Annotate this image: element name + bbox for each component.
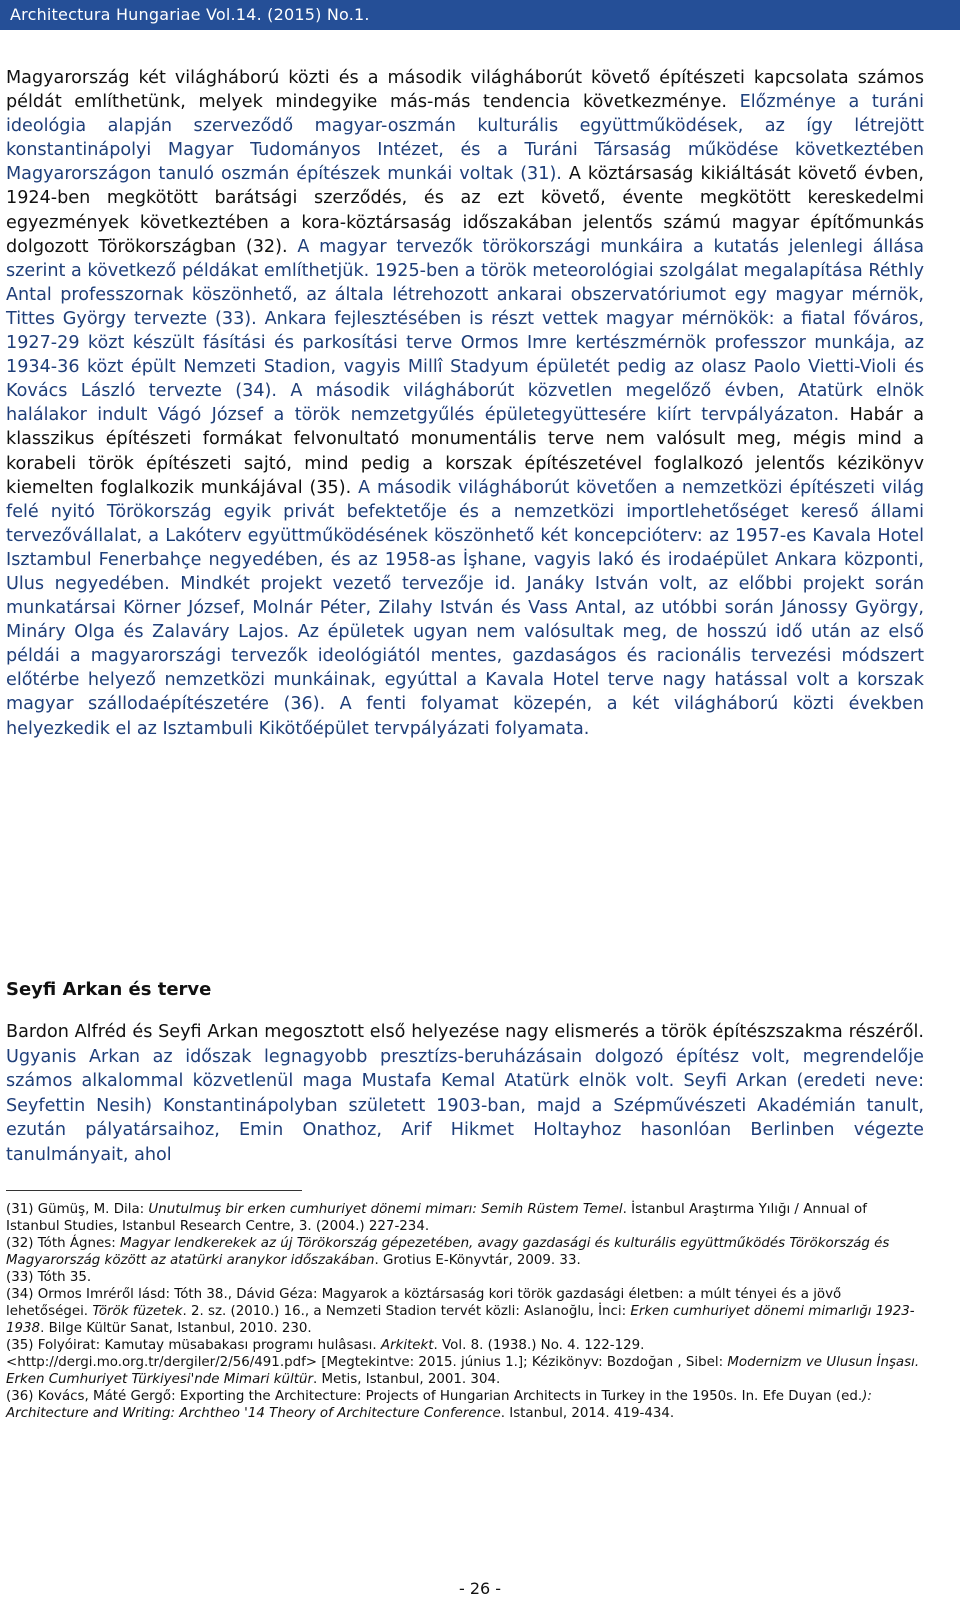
text-run: (32) Tóth Ágnes: (6, 1236, 120, 1251)
text-run: Ugyanis Arkan az időszak legnagyobb presztízs-beruházásain dolgozó építész volt, megrendelője számos alkalommal közvetlenül maga Mustafa Kemal Atatürk elnök volt. Seyfi Arkan (eredeti neve: Seyfettin Nesih) Konstantinápolyban született 1903-ban, majd a Szépművészeti Akadémián tanult, ezután pályatársaihoz, Emin Onathoz, Arif Hikmet Holtayhoz hasonlóan Berlinben végezte tanulmányait, ahol (6, 1046, 924, 1165)
text-run: (36) Kovács, Máté Gergő: Exporting the Architecture: Projects of Hungarian Architects in Turkey in the 1950s. In. Efe Duyan (ed. (6, 1389, 863, 1404)
text-run: Erken cumhuriyet dönemi mimarlığı 1923-1938 (6, 1304, 915, 1336)
main-text (6, 66, 924, 741)
footnote-item (6, 1388, 924, 1422)
page-number: - 26 - (458, 1579, 502, 1598)
text-run: Modernizm ve Ulusun İnşası. Erken Cumhuriyet Türkiyesi'nde Mimari kültür (6, 1355, 920, 1387)
footnote-divider (6, 1190, 302, 1191)
text-run: Előzménye a turáni ideológia alapján szerveződő magyar-oszmán kulturális együttműködések, az így létrejött konstantinápolyi Magyar Tudományos Intézet, és a Turáni Társaság működése következtében Magyarországon tanuló oszmán építészek munkái voltak (31). (6, 92, 924, 185)
text-run: Magyar lendkerekek az új Törökország gépezetében, avagy gazdasági és kulturális együttműködés Törökország és Magyarország között az atatürki aranykor időszakában (6, 1236, 890, 1268)
journal-title: Architectura Hungariae Vol.14. (2015) No.1. (10, 5, 370, 24)
body-paragraph-1 (6, 66, 924, 741)
footnote-item (6, 1337, 924, 1388)
text-run: A köztársaság kikiáltását követő évben, 1924-ben megkötött barátsági szerződés, és az ezt követő, évente megkötött kereskedelmi egyezmények következtében a kora-köztársaság időszakában jelentős számú magyar építőmunkás dolgozott Törökországban (32). (6, 164, 924, 257)
text-run: A második világháborút követően a nemzetközi építészeti világ felé nyitó Törökország egyik privát befektetője és a nemzetközi importlehetőséget kereső állami tervezővállalat, a Lakóterv együttműködésének köszönhető két koncepcióterv: az 1957-es Kavala Hotel Isztambul Fenerbahçe negyedében, és az 1958-as İşhane, vagyis lakó és irodaépület Ankara központi, Ulus negyedében. Mindkét projekt vezető tervezője id. Janáky István volt, az előbbi projekt során munkatársai Körner József, Molnár Péter, Zilahy István és Vass Antal, az utóbbi során Jánossy György, Mináry Olga és Zalaváry Lajos. Az épületek ugyan nem valósultak meg, de hosszú idő után az első példái a magyarországi tervezők ideológiától mentes, gazdaságos és racionális tervezési módszert előtérbe helyező nemzetközi munkáinak, egyúttal a Kavala Hotel terve nagy hatással volt a korszak magyar szállodaépítészetére (36). A fenti folyamat közepén, a két világháború közti években helyezkedik el az Isztambuli Kikötőépület tervpályázati folyamata. (6, 477, 924, 739)
section-title: Seyfi Arkan és terve (6, 979, 212, 1000)
text-run: Habár a klasszikus építészeti formákat felvonultató monumentális terve nem valósult meg, mégis mind a korabeli török építészeti sajtó, mind pedig a korszak építészetével foglalkozó jelentős kézikönyv kiemelten foglalkozik munkájával (35). (6, 405, 924, 498)
footnote-item (6, 1235, 924, 1269)
text-run: Bardon Alfréd és Seyfi Arkan megosztott első helyezése nagy elismerés a török építészszakma részéről. (6, 1022, 924, 1042)
text-run: . Bilge Kültür Sanat, Istanbul, 2010. 230. (40, 1321, 312, 1336)
text-run: ): Architecture and Writing: Archtheo '14 Theory of Architecture Conference (6, 1389, 872, 1421)
text-run: . Vol. 8. (1938.) No. 4. 122-129. <http://dergi.mo.org.tr/dergiler/2/56/491.pdf> [Megtekintve: 2015. június 1.]; Kézikönyv: Bozdoğan , Sibel: (6, 1338, 728, 1370)
text-run: Magyarország két világháború közti és a második világháborút követő építészeti kapcsolata számos példát említhetünk, melyek mindegyike más-más tendencia következménye. (6, 68, 924, 113)
text-run: . Grotius E-Könyvtár, 2009. 33. (374, 1253, 581, 1268)
text-run: (35) Folyóirat: Kamutay müsabakası programı hulâsası. (6, 1338, 381, 1353)
footnote-item (6, 1286, 924, 1337)
text-run: . Istanbul, 2014. 419-434. (500, 1406, 675, 1421)
footnote-item (6, 1201, 924, 1235)
body-paragraph-2 (6, 1020, 924, 1168)
journal-header (0, 0, 960, 30)
text-run: (33) Tóth 35. (6, 1270, 92, 1285)
text-run: . İstanbul Araştırma Yılığı / Annual of Istanbul Studies, Istanbul Research Centre, 3. (2004.) 227-234. (6, 1202, 867, 1234)
text-run: (31) Gümüş, M. Dila: (6, 1202, 149, 1217)
footnote-item (6, 1269, 924, 1286)
text-run: (34) Ormos Imréről lásd: Tóth 38., Dávid Géza: Magyarok a köztársaság kori török gazdasági életben: a múlt tényei és a jövő lehetőségei. (6, 1287, 842, 1319)
text-run: Török füzetek (92, 1304, 183, 1319)
text-run: A magyar tervezők törökországi munkáira a kutatás jelenlegi állása szerint a következő példákat említhetjük. 1925-ben a török meteorológiai szolgálat megalapítása Réthly Antal professzornak köszönhető, az általa létrehozott ankarai obszervatóriumot egy magyar mérnök, Tittes György tervezte (33). Ankara fejlesztésében is részt vettek magyar mérnökök: a fiatal főváros, 1927-29 közt készült fásítási és parkosítási terve Ormos Imre kertészmérnök professzor munkája, az 1934-36 közt épült Nemzeti Stadion, vagyis Millî Stadyum épületét pedig az olasz Paolo Vietti-Violi és Kovács László tervezte (34). A második világháborút közvetlen megelőző évben, Atatürk elnök halálakor indult Vágó József a török nemzetgyűlés épületegyüttesére kiírt tervpályázaton. (6, 236, 924, 426)
text-run: . 2. sz. (2010.) 16., a Nemzeti Stadion tervét közli: Aslanoğlu, İnci: (182, 1304, 631, 1319)
text-run: . Metis, Istanbul, 2001. 304. (312, 1372, 501, 1387)
text-run: Unutulmuş bir erken cumhuriyet dönemi mimarı: Semih Rüstem Temel (148, 1202, 623, 1217)
text-run: Arkitekt (380, 1338, 434, 1353)
footnotes (6, 1201, 924, 1422)
